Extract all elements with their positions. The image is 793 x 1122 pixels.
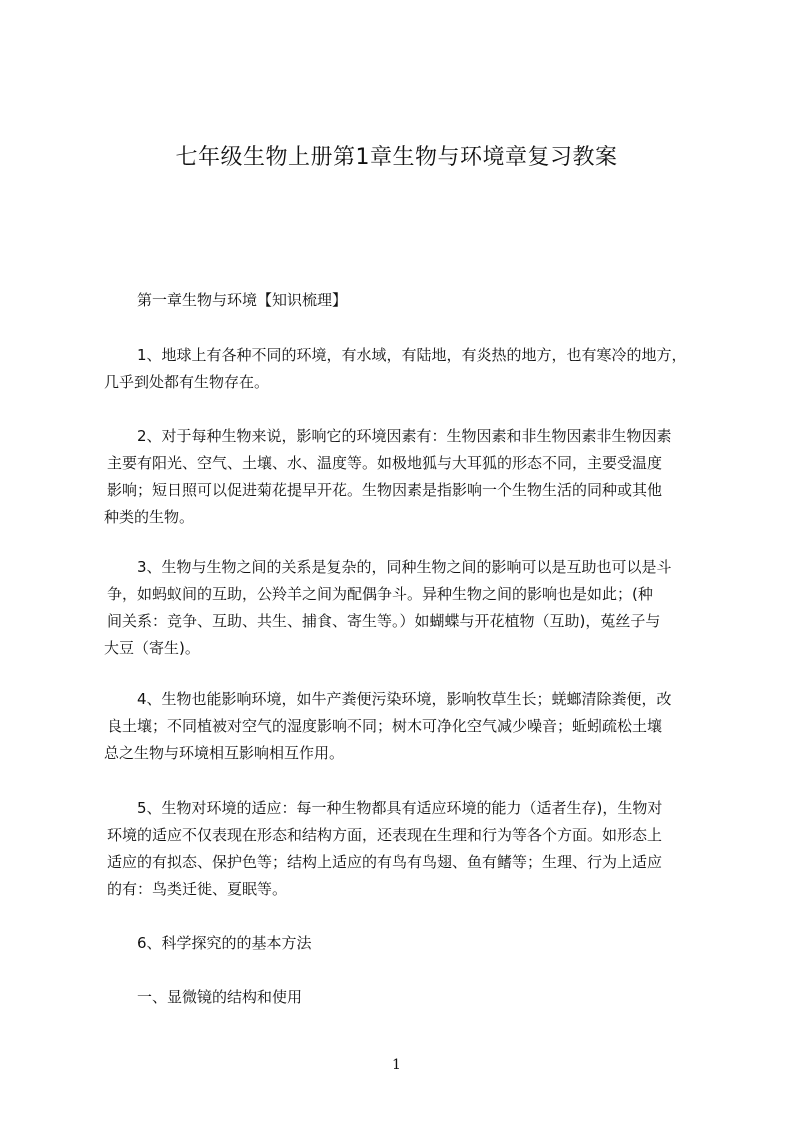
paragraph-3-line-1: 3、生物与生物之间的关系是复杂的，同种生物之间的影响可以是互助也可以是斗: [137, 558, 672, 576]
paragraph-5-line-3: 适应的有拟态、保护色等；结构上适应的有鸟有鸟翅、鱼有鳍等；生理、行为上适应: [107, 853, 663, 871]
paragraph-5-line-1: 5、生物对环境的适应：每一种生物都具有适应环境的能力（适者生存)，生物对: [137, 799, 663, 817]
paragraph-5-line-2: 环境的适应不仅表现在形态和结构方面，还表现在生理和行为等各个方面。如形态上: [107, 826, 663, 844]
paragraph-2-line-2: 主要有阳光、空气、土壤、水、温度等。如极地狐与大耳狐的形态不同，主要受温度: [107, 454, 663, 472]
paragraph-2-line-4: 种类的生物。: [104, 508, 195, 526]
paragraph-2-line-1: 2、对于每种生物来说，影响它的环境因素有：生物因素和非生物因素非生物因素: [137, 427, 672, 445]
paragraph-3-line-2: 争，如蚂蚁间的互助，公羚羊之间为配偶争斗。异种生物之间的影响也是如此；(种: [107, 585, 653, 603]
document-title: 七年级生物上册第1章生物与环境章复习教案: [175, 145, 618, 170]
paragraph-3-line-3: 间关系：竞争、互助、共生、捕食、寄生等。）如蝴蝶与开花植物（互助)，菟丝子与: [107, 612, 661, 630]
paragraph-5-line-4: 的有：鸟类迁徙、夏眠等。: [107, 880, 288, 898]
paragraph-4-line-2: 良土壤；不同植被对空气的湿度影响不同；树木可净化空气减少噪音；蚯蚓疏松土壤: [107, 717, 663, 735]
paragraph-2-line-3: 影响；短日照可以促进菊花提早开花。生物因素是指影响一个生物生活的同种或其他: [107, 481, 663, 499]
paragraph-3-line-4: 大豆（寄生)。: [104, 639, 200, 657]
paragraph-1-line-1: 1、地球上有各种不同的环境，有水域，有陆地，有炎热的地方，也有寒冷的地方，: [137, 346, 687, 364]
section-heading: 第一章生物与环境【知识梳理】: [137, 291, 348, 309]
page-number: 1: [392, 1057, 401, 1073]
subsection-heading: 一、显微镜的结构和使用: [137, 988, 303, 1006]
paragraph-6-heading: 6、科学探究的的基本方法: [137, 934, 312, 952]
paragraph-4-line-3: 总之生物与环境相互影响相互作用。: [104, 744, 345, 762]
paragraph-1-line-2: 几乎到处都有生物存在。: [104, 373, 270, 391]
paragraph-4-line-1: 4、生物也能影响环境，如牛产粪便污染环境，影响牧草生长；蜣螂清除粪便，改: [137, 690, 672, 708]
